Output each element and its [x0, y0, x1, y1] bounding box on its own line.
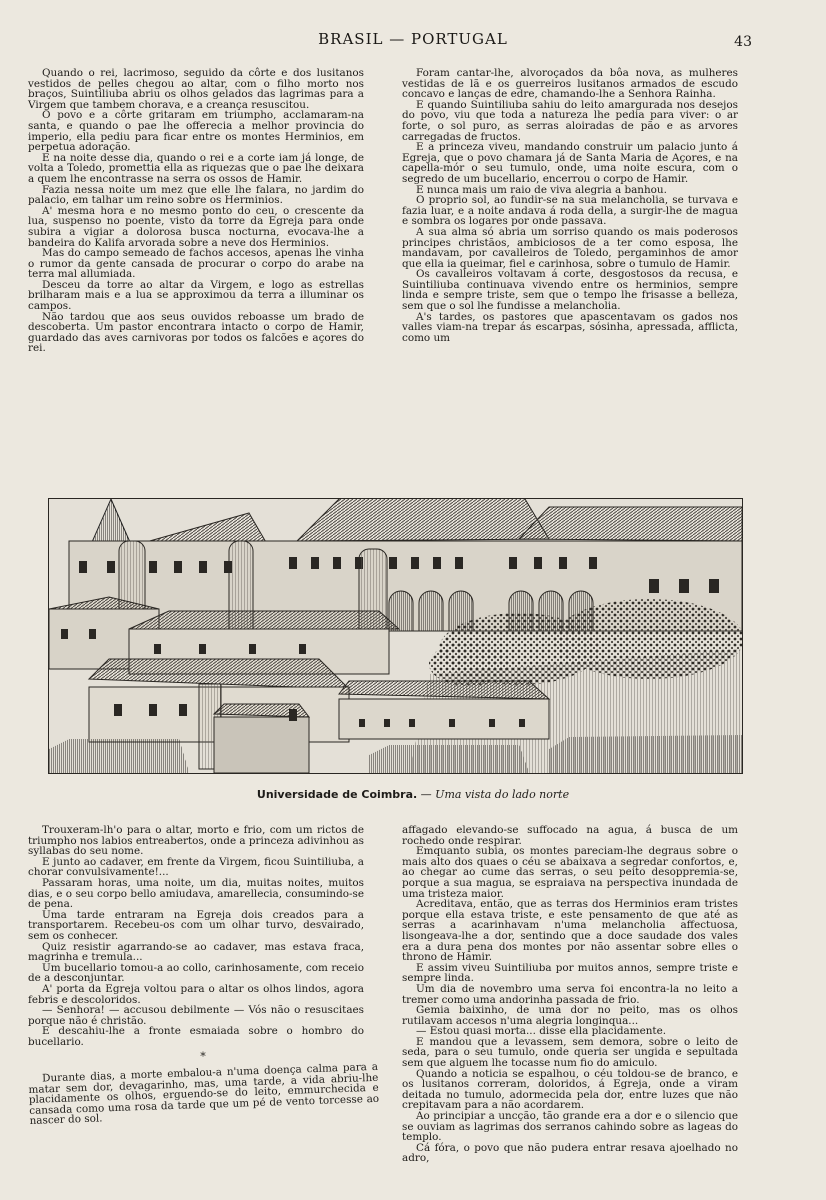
running-title: BRASIL — PORTUGAL: [318, 30, 508, 48]
paragraph: Foram cantar-lhe, alvoroçados da bôa nova, as mulheres vestidas de lã e os guerreiros lusitanos armados de escudo concavo e lanças de edre, chamando-lhe a Senhora Rainha.: [402, 67, 738, 101]
paragraph: Um dia de novembro uma serva foi encontra-la no leito a tremer como uma andorinha passada de frio.: [402, 982, 738, 1006]
paragraph: Gemia baixinho, de uma dor no peito, mas os olhos rutilavam accesos n'uma alegria longinqua...: [402, 1004, 738, 1027]
paragraph: Emquanto subia, os montes pareciam-lhe degraus sobre o mais alto dos quaes o céu se abaixava a segredar confortos, e, ao chegar ao cume das serras, o seu peito desoppremia-se, porque a sua magua, se espraiava na perspectiva inundada de uma tristeza maior.: [402, 845, 738, 900]
paragraph: Passaram horas, uma noite, um dia, muitas noites, muitos dias, e o seu corpo bello amiudava, amarellecia, consumindo-se de pena.: [28, 876, 364, 911]
paragraph: Mas do campo semeado de fachos accesos, apenas lhe vinha o rumor da gente cansada de procurar o corpo do arabe na terra mal allumiada.: [28, 247, 364, 281]
caption-title: Universidade de Coimbra.: [256, 788, 418, 801]
paragraph: O povo e a côrte gritaram em triumpho, acclamaram-na santa, e quando o pae lhe offerecia a melhor provincia do imperio, ella pediu para ficar entre os montes Herminios, em perpetua adoração.: [28, 109, 364, 154]
paragraph: A' mesma hora e no mesmo ponto do ceu, o crescente da lua, suspenso no poente, visto da torre da Egreja para onde subira a vigiar a dolorosa busca nocturna, evocava-lhe a bandeira do Kalifa arvorada sobre a neve dos Herminios.: [28, 204, 364, 249]
paragraph: A' porta da Egreja voltou para o altar os olhos lindos, agora febris e descoloridos.: [28, 982, 364, 1006]
paragraph: Quando o rei, lacrimoso, seguido da côrte e dos lusitanos vestidos de pelles chegou ao altar, com o filho morto nos braços, Suintiliuba abriu os olhos gelados das lagrimas para a Virgem que tambem chorava, e a creança resuscitou.: [28, 67, 364, 111]
paragraph: — Senhora! — accusou debilmente — Vós não o resuscitaes porque não é christão.: [28, 1004, 364, 1027]
column-top-left: [28, 68, 364, 354]
paragraph: affagado elevando-se suffocado na agua, á busca de um rochedo onde respirar.: [402, 824, 738, 847]
column-bottom-right: [402, 825, 738, 1164]
column-bottom-left-tail: [28, 1062, 380, 1127]
paragraph: Durante dias, a morte embalou-a n'uma doença calma para a matar sem dor, devagarinho, mas, uma tarde, a vida abriu-lhe placidamente os olhos, erguendo-se do leito, emmurchecida e cansada como uma rosa da tarde que um pé de vento torcesse ao nascer do sol.: [28, 1060, 380, 1128]
paragraph: Ao principiar a uncção, tão grande era a dor e o silencio que se ouviam as lagrimas dos serranos cahindo sobre as lageas do templo.: [402, 1110, 738, 1144]
paragraph: Não tardou que aos seus ouvidos reboasse um brado de descoberta. Um pastor encontrara intacto o corpo de Hamir, guardado das aves carnivoras por todos os falcões e açores do rei.: [28, 310, 364, 355]
university-illustration: [48, 498, 743, 774]
paragraph: O proprio sol, ao fundir-se na sua melancholia, se turvava e fazia luar, e a noite andava á roda della, a surgir-lhe de magua e sombra os logares por onde passava.: [402, 194, 738, 228]
paragraph: E na noite desse dia, quando o rei e a corte iam já longe, de volta a Toledo, promettia ella as riquezas que o pae lhe deixara a quem lhe encontrasse na serra os ossos de Hamir.: [28, 151, 364, 185]
paragraph: E junto ao cadaver, em frente da Virgem, ficou Suintiliuba, a chorar convulsivamente!...: [28, 855, 364, 879]
paragraph: E assim viveu Suintiliuba por muitos annos, sempre triste e sempre linda.: [402, 961, 738, 985]
paragraph: E nunca mais um raio de viva alegria a banhou.: [416, 183, 667, 196]
paragraph: — Estou quasi morta... disse ella placidamente.: [416, 1025, 667, 1038]
paragraph: Os cavalleiros voltavam á corte, desgostosos da recusa, e Suintiliuba continuava vivendo entre os herminios, sempre linda e sempre triste, sem que o tempo lhe frisasse a belleza, sem que o sol lhe fundisse a melancholia.: [402, 268, 738, 313]
paragraph: Acreditava, então, que as terras dos Herminios eram tristes porque ella estava triste, e este pensamento de que até as serras a acarinhavam n'uma melancholia affectuosa, lisongeava-lhe a dor, sentindo que a doce saudade dos vales era a dura pena dos montes por não assentar sobre elles o throno de Hamir.: [402, 898, 738, 964]
paragraph: Trouxeram-lh'o para o altar, morto e frio, com um rictos de triumpho nos labios entreabertos, onde a princeza adivinhou as syllabas do seu nome.: [28, 824, 364, 858]
page-number: 43: [734, 34, 752, 50]
column-bottom-left: [28, 825, 364, 1047]
paragraph: Quiz resistir agarrando-se ao cadaver, mas estava fraca, magrinha e tremula...: [28, 940, 364, 964]
paragraph: E a princeza viveu, mandando construir um palacio junto á Egreja, que o povo chamara já de Santa Maria de Açores, e na capella-mór o seu tumulo, onde, uma noite escura, com o segredo de um bucellario, encerrou o corpo de Hamir.: [402, 141, 738, 185]
paragraph: Quando a noticia se espalhou, o céu toldou-se de branco, e os lusitanos correram, doloridos, á Egreja, onde a viram deitada no tumulo, adormecida pela dor, entre luzes que não crepitavam para a não acordarem.: [402, 1067, 738, 1112]
paragraph: Fazia nessa noite um mez que elle lhe falara, no jardim do palacio, em talhar um reino sobre os Herminios.: [28, 183, 364, 207]
paragraph: Desceu da torre ao altar da Virgem, e logo as estrellas brilharam mais e a lua se approximou da terra a illuminar os campos.: [28, 278, 364, 313]
paragraph: Um bucellario tomou-a ao collo, carinhosamente, com receio de a desconjuntar.: [28, 961, 364, 985]
caption-subtitle: — Uma vista do lado norte: [417, 788, 570, 801]
paragraph: E descahiu-lhe a fronte esmaiada sobre o hombro do bucellario.: [28, 1025, 364, 1048]
paragraph: E quando Suintiliuba sahiu do leito amargurada nos desejos do povo, viu que toda a natureza lhe pedia para viver: o ar forte, o sol puro, as serras aloiradas de pão e as arvores carregadas de fructos.: [402, 98, 738, 143]
figure-caption: [0, 788, 826, 801]
paragraph: E mandou que a levassem, sem demora, sobre o leito de seda, para o seu tumulo, onde queria ser ungida e sepultada sem que alguem lhe tocasse num fio do amiculo.: [402, 1035, 738, 1070]
column-top-right: [402, 68, 738, 343]
section-separator: *: [200, 1050, 206, 1063]
paragraph: Cá fóra, o povo que não pudera entrar resava ajoelhado no adro,: [402, 1141, 738, 1165]
paragraph: A's tardes, os pastores que apascentavam os gados nos valles viam-na trepar ás escarpas, sósinha, apressada, afflicta, como um: [402, 310, 738, 344]
paragraph: A sua alma só abria um sorriso quando os mais poderosos principes christãos, ambiciosos de a ter como esposa, lhe mandavam, por cavalleiros de Toledo, pergaminhos de amor que ella ia queimar, fiel e carinhosa, sobre o tumulo de Hamir.: [402, 225, 738, 270]
paragraph: Uma tarde entraram na Egreja dois creados para a transportarem. Recebeu-os com um olhar turvo, desvairado, sem os conhecer.: [28, 908, 364, 942]
